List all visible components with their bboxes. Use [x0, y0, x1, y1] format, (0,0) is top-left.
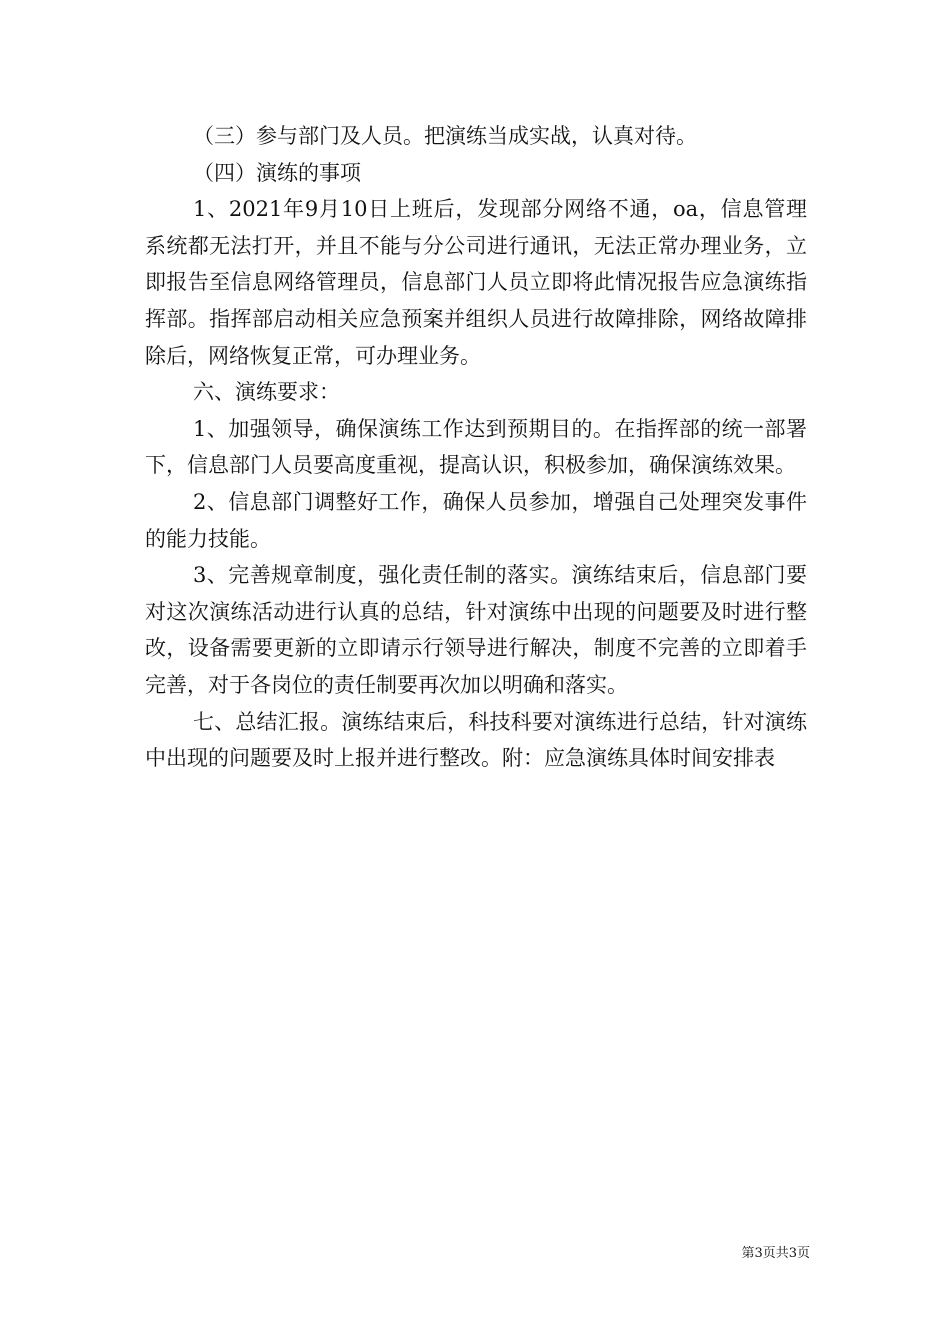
paragraph-requirements-heading: 六、演练要求： [193, 380, 340, 405]
document-body [145, 118, 807, 777]
paragraph-requirement-1: 1、加强领导，确保演练工作达到预期目的。在指挥部的统一部署下，信息部门人员要高度重视，提高认识，积极参加，确保演练效果。 [145, 416, 807, 478]
paragraph-drill-items-heading: （四）演练的事项 [193, 160, 361, 185]
paragraph-requirement-2: 2、信息部门调整好工作，确保人员参加，增强自己处理突发事件的能力技能。 [145, 489, 807, 551]
paragraph-participants: （三）参与部门及人员。把演练当成实战，认真对待。 [193, 124, 697, 148]
paragraph-requirement-3: 3、完善规章制度，强化责任制的落实。演练结束后，信息部门要对这次演练活动进行认真的总结，针对演练中出现的问题要及时进行整改，设备需要更新的立即请示行领导进行解决，制度不完善的立即着手完善，对于各岗位的责任制要再次加以明确和落实。 [145, 563, 807, 697]
page-number-footer: 第3页共3页 [741, 1246, 810, 1261]
paragraph-drill-item-1: 1、2021年9月10日上班后，发现部分网络不通，oa，信息管理系统都无法打开，并且不能与分公司进行通讯，无法正常办理业务，立即报告至信息网络管理员，信息部门人员立即将此情况报告应急演练指挥部。指挥部启动相关应急预案并组织人员进行故障排除，网络故障排除后，网络恢复正常，可办理业务。 [145, 197, 807, 368]
paragraph-summary-report: 七、总结汇报。演练结束后，科技科要对演练进行总结，针对演练中出现的问题要及时上报并进行整改。附：应急演练具体时间安排表 [145, 709, 807, 771]
